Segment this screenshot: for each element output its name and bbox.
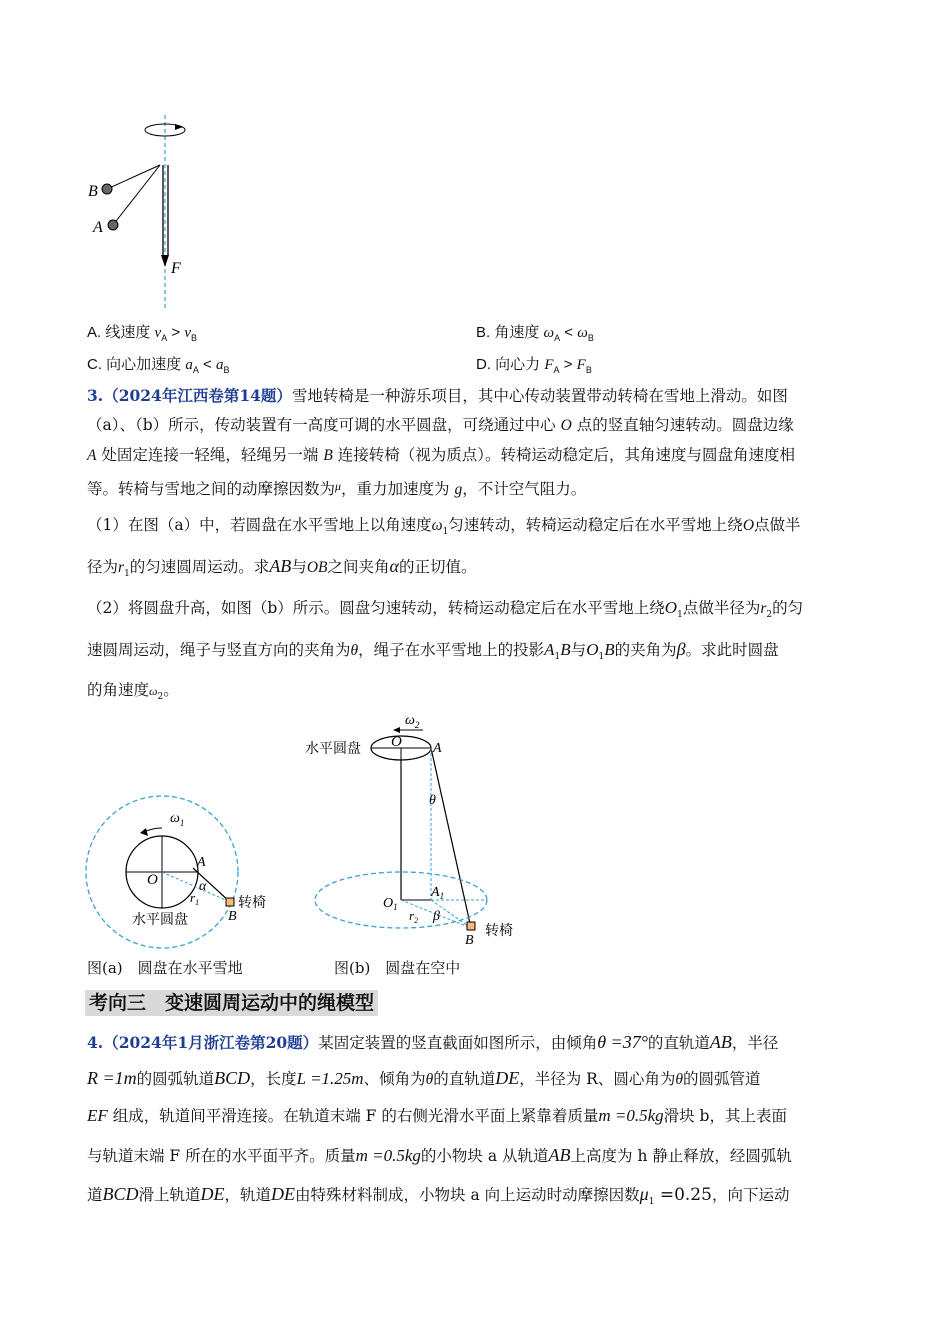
q4-line-1: 4.（2024年1月浙江卷第20题）某固定装置的竖直截面如图所示，由倾角θ =37°的直轨道AB，半径 — [87, 1032, 779, 1052]
q3-part2-line-1: （2）将圆盘升高，如图（b）所示。圆盘匀速转动，转椅运动稳定后在水平雪地上绕$O_1$点做半径为$r_2$的匀 — [87, 598, 804, 621]
fig-b-label-theta: θ — [429, 793, 436, 808]
q4-line-2: R =1m的圆弧轨道BCD，长度L =1.25m、倾角为θ的直轨道DE，半径为 R、圆心角为θ的圆弧管道 — [87, 1068, 761, 1088]
fig-b-omega: $\omega_2$ — [405, 713, 420, 730]
fig-a-label-alpha: α — [199, 879, 207, 894]
q2-label-b: B — [88, 183, 98, 200]
option-b: B. 角速度 $\omega_A < \omega_B$ — [476, 324, 594, 343]
fig-b-label-o: O — [391, 734, 402, 750]
q4-line-3: EF 组成，轨道间平滑连接。在轨道末端 F 的右侧光滑水平面上紧靠着质量m =0.5kg滑块 b，其上表面 — [87, 1106, 787, 1125]
fig-a-chair: 转椅 — [238, 896, 266, 911]
fig-a-disc: 水平圆盘 — [132, 913, 188, 928]
fig-b-label-beta: β — [433, 909, 440, 924]
fig-b-disc: 水平圆盘 — [305, 742, 361, 757]
q2-label-a: A — [93, 219, 103, 236]
fig-a-label-b: B — [228, 909, 237, 924]
q4-line-5: 道BCD滑上轨道DE，轨道DE由特殊材料制成，小物块 a 向上运动时动摩擦因数$\mu_1 =0.25$，向下运动 — [87, 1184, 790, 1208]
q3-line-1: 3.（2024年江西卷第14题）雪地转椅是一种游乐项目，其中心传动装置带动转椅在雪地上滑动。如图 — [87, 386, 788, 405]
q3-part2-line-2: 速圆周运动，绳子与竖直方向的夹角为θ，绳子在水平雪地上的投影$A_1B$与$O_1B$的夹角为β。求此时圆盘 — [87, 639, 779, 663]
q3-line-3: A 处固定连接一轻绳，轻绳另一端 B 连接转椅（视为质点）。转椅运动稳定后，其角速度与圆盘角速度相 — [87, 446, 795, 464]
fig-b-label-o1: $O_1$ — [383, 896, 398, 912]
q2-label-f: F — [171, 260, 181, 277]
fig-a-label-o: O — [147, 872, 158, 888]
fig-b-label-b: B — [465, 933, 474, 948]
option-d: D. 向心力 $F_A > F_B$ — [476, 356, 592, 375]
q3-part1-line-2: 径为$r_1$的匀速圆周运动。求AB与OB之间夹角α的正切值。 — [87, 556, 477, 580]
q3-part1-line-1: （1）在图（a）中，若圆盘在水平雪地上以角速度$\omega_1$匀速转动，转椅运动稳定后在水平雪地上绕O点做半 — [87, 516, 801, 538]
fig-b-label-a1: $A_1$ — [431, 885, 445, 901]
q3-line-2: （a）、（b）所示，传动装置有一高度可调的水平圆盘，可绕通过中心 O 点的竖直轴匀速转动。圆盘边缘 — [87, 416, 794, 434]
option-a: A. 线速度 $v_A > v_B$ — [87, 324, 197, 343]
q3-line-4: 等。转椅与雪地之间的动摩擦因数为$^\mu$，重力加速度为 g，不计空气阻力。 — [87, 479, 587, 498]
q4-line-4: 与轨道末端 F 所在的水平面平齐。质量m =0.5kg的小物块 a 从轨道AB上高度为 h 静止释放，经圆弧轨 — [87, 1145, 792, 1165]
figure-a — [80, 790, 266, 950]
fig-a-label-a: A — [197, 855, 206, 870]
fig-b-caption: 图(b) 圆盘在空中 — [334, 959, 461, 977]
fig-a-label-r: $r_1$ — [190, 890, 200, 907]
fig-b-label-r2: $r_2$ — [409, 908, 419, 925]
fig-b-label-a: A — [433, 741, 442, 756]
fig-b-chair: 转椅 — [485, 924, 513, 939]
fig-a-omega: $\omega_1$ — [170, 811, 185, 828]
q2-figure — [85, 115, 225, 315]
q3-part2-line-3: 的角速度$\omega_2$。 — [87, 681, 179, 703]
option-c: C. 向心加速度 $a_A < a_B$ — [87, 356, 230, 375]
figure-b — [305, 710, 513, 950]
fig-a-caption: 图(a) 圆盘在水平雪地 — [87, 959, 243, 977]
section-heading: 考向三 变速圆周运动中的绳模型 — [85, 990, 378, 1016]
